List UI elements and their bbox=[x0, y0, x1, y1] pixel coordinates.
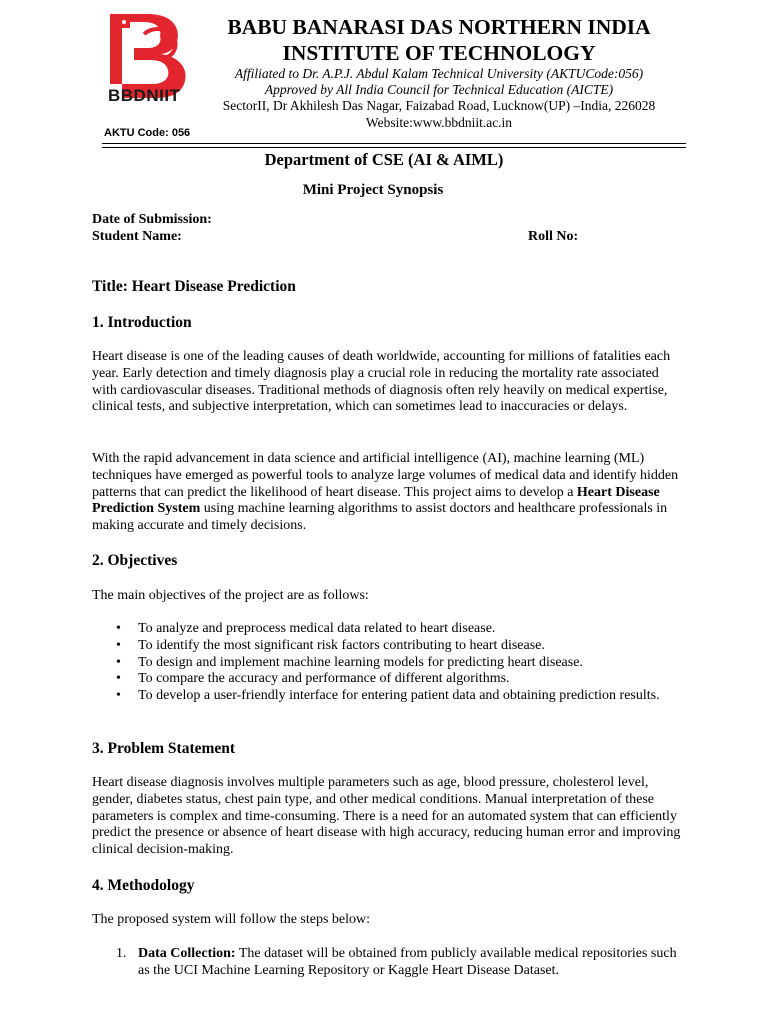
section-heading-problem-statement: 3. Problem Statement bbox=[92, 740, 236, 757]
department-heading: Department of CSE (AI & AIML) bbox=[264, 150, 504, 169]
methodology-steps-list bbox=[92, 946, 682, 980]
list-item: • To compare the accuracy and performance of different algorithms. bbox=[116, 671, 510, 687]
document-subtitle: Mini Project Synopsis bbox=[302, 182, 444, 198]
aktu-code: AKTU Code: 056 bbox=[104, 127, 191, 139]
list-item: • To develop a user-friendly interface for entering patient data and obtaining prediction results. bbox=[116, 688, 660, 704]
website-text: Website:www.bbdniit.ac.in bbox=[365, 115, 513, 130]
system-name-bold: Heart Disease Prediction System bbox=[92, 484, 660, 517]
bullet-icon: • bbox=[116, 688, 121, 704]
header-divider-thin bbox=[102, 147, 686, 148]
bullet-icon: • bbox=[116, 654, 121, 670]
header-divider bbox=[102, 143, 686, 144]
introduction-paragraph-2: With the rapid advancement in data science and artificial intelligence (AI), machine learning (ML) techniques have emerged as powerful tools to analyze large volumes of medical data and identify hidden patterns that can predict the likelihood of heart disease. This project aims to develop a Heart Disease Prediction System using machine learning algorithms to assist doctors and healthcare professionals in making accurate and timely decisions. bbox=[92, 451, 679, 534]
list-item: • To analyze and preprocess medical data related to heart disease. bbox=[116, 621, 496, 636]
objectives-list bbox=[92, 621, 682, 705]
introduction-paragraph-1: Heart disease is one of the leading causes of death worldwide, accounting for millions of fatalities each year. Early detection and timely diagnosis play a crucial role in reducing the mortality rate associated with cardiovascular diseases. Traditional methods of diagnosis often rely heavily on medical expertise, clinical tests, and subjective interpretation, which can sometimes lead to inaccuracies or delays. bbox=[92, 349, 671, 415]
bullet-icon: • bbox=[116, 671, 121, 687]
bullet-icon: • bbox=[116, 621, 121, 636]
section-heading-introduction: 1. Introduction bbox=[92, 314, 192, 331]
list-item: 1. Data Collection: The dataset will be obtained from publicly available medical repositories such as the UCI Machine Learning Repository or Kaggle Heart Disease Dataset. bbox=[116, 946, 677, 978]
section-heading-objectives: 2. Objectives bbox=[92, 552, 178, 569]
section-heading-methodology: 4. Methodology bbox=[92, 877, 195, 894]
institute-name-line2: INSTITUTE OF TECHNOLOGY bbox=[282, 41, 596, 65]
address-text: SectorII, Dr Akhilesh Das Nagar, Faizabad Road, Lucknow(UP) –India, 226028 bbox=[222, 98, 656, 113]
list-item: • To design and implement machine learning models for predicting heart disease. bbox=[116, 654, 583, 670]
step-title: Data Collection: bbox=[138, 946, 236, 961]
affiliation-text: Affiliated to Dr. A.P.J. Abdul Kalam Technical University (AKTUCode:056) bbox=[234, 66, 644, 81]
approval-text: Approved by All India Council for Technical Education (AICTE) bbox=[264, 82, 614, 97]
bullet-icon: • bbox=[116, 637, 121, 653]
institute-name-line1: BABU BANARASI DAS NORTHERN INDIA bbox=[227, 15, 651, 39]
logo-text: BBDNIIT bbox=[108, 86, 181, 105]
student-name-label: Student Name: bbox=[92, 229, 182, 244]
problem-statement-paragraph: Heart disease diagnosis involves multiple parameters such as age, blood pressure, cholesterol level, gender, diabetes status, chest pain type, and other medical conditions. Manual interpretation of these parameters is complex and time-consuming. There is a need for an automated system that can efficiently predict the presence or absence of heart disease with high accuracy, reducing human error and improving clinical decision-making. bbox=[92, 775, 681, 858]
date-of-submission-label: Date of Submission: bbox=[92, 212, 212, 227]
methodology-lead-text: The proposed system will follow the steps below: bbox=[92, 912, 371, 927]
roll-no-label: Roll No: bbox=[528, 229, 579, 244]
project-title: Title: Heart Disease Prediction bbox=[92, 278, 296, 295]
objectives-lead-text: The main objectives of the project are as follows: bbox=[92, 588, 369, 603]
list-item: • To identify the most significant risk factors contributing to heart disease. bbox=[116, 637, 545, 653]
